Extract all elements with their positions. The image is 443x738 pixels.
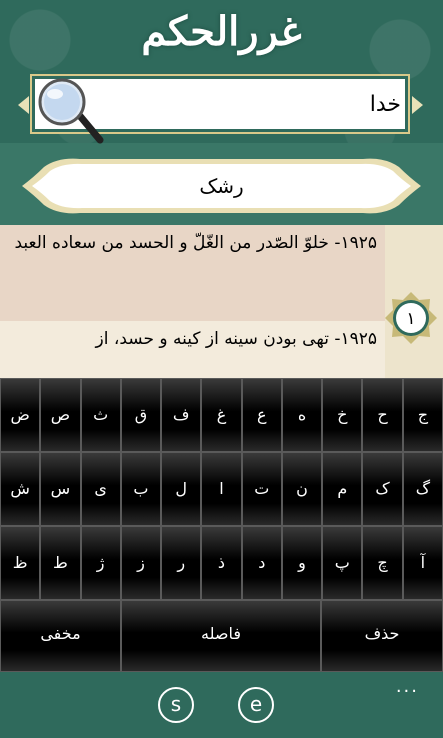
hide-keyboard-button[interactable]: مخفی [0,600,121,672]
key[interactable]: آ [403,526,443,600]
key[interactable]: ض [0,378,40,452]
key[interactable]: ل [161,452,201,526]
key[interactable]: ف [161,378,201,452]
app-bar [0,672,443,738]
key[interactable]: ژ [81,526,121,600]
list-item[interactable] [0,225,385,321]
key[interactable]: ک [362,452,402,526]
key[interactable]: غ [201,378,241,452]
key[interactable]: گ [403,452,443,526]
category-label-wrap [10,155,433,217]
key[interactable]: پ [322,526,362,600]
key[interactable]: ز [121,526,161,600]
key[interactable]: د [242,526,282,600]
delete-button[interactable]: حذف [321,600,443,672]
key[interactable]: ع [242,378,282,452]
search-input[interactable] [97,89,401,119]
key[interactable]: خ [322,378,362,452]
page-number-badge[interactable] [384,291,438,345]
key[interactable]: ج [403,378,443,452]
more-menu-icon[interactable]: ... [395,676,419,697]
list-item[interactable] [0,321,385,378]
key[interactable]: ث [81,378,121,452]
key[interactable]: ب [121,452,161,526]
app-header [0,0,443,225]
s-button[interactable]: s [158,687,194,723]
page-number-label: ۱ [406,309,416,329]
key[interactable]: ر [161,526,201,600]
key[interactable]: ش [0,452,40,526]
key[interactable]: ذ [201,526,241,600]
category-label: رشک [199,174,244,198]
result-text: ۱۹۲۵- تهی بودن سینه از کینه و حسد، از [95,329,377,349]
result-text: ۱۹۲۵- خلوّ الصّدر من الغّلّ و الحسد من سعاده العبد [14,233,377,253]
key[interactable]: چ [362,526,402,600]
search-icon[interactable] [36,78,116,148]
key[interactable]: ن [282,452,322,526]
arrow-left-icon [18,96,29,114]
key[interactable]: و [282,526,322,600]
key[interactable]: ط [40,526,80,600]
results-list [0,225,443,378]
app-title: غررالحکم [141,8,302,55]
key[interactable]: م [322,452,362,526]
key[interactable]: ظ [0,526,40,600]
key[interactable]: ص [40,378,80,452]
key[interactable]: ت [242,452,282,526]
key[interactable]: ح [362,378,402,452]
e-button[interactable]: e [238,687,274,723]
arrow-right-icon [412,96,423,114]
key[interactable]: ی [81,452,121,526]
key[interactable]: ا [201,452,241,526]
persian-keyboard [0,378,443,672]
key[interactable]: ه [282,378,322,452]
key[interactable]: ق [121,378,161,452]
key[interactable]: س [40,452,80,526]
space-button[interactable]: فاصله [121,600,321,672]
